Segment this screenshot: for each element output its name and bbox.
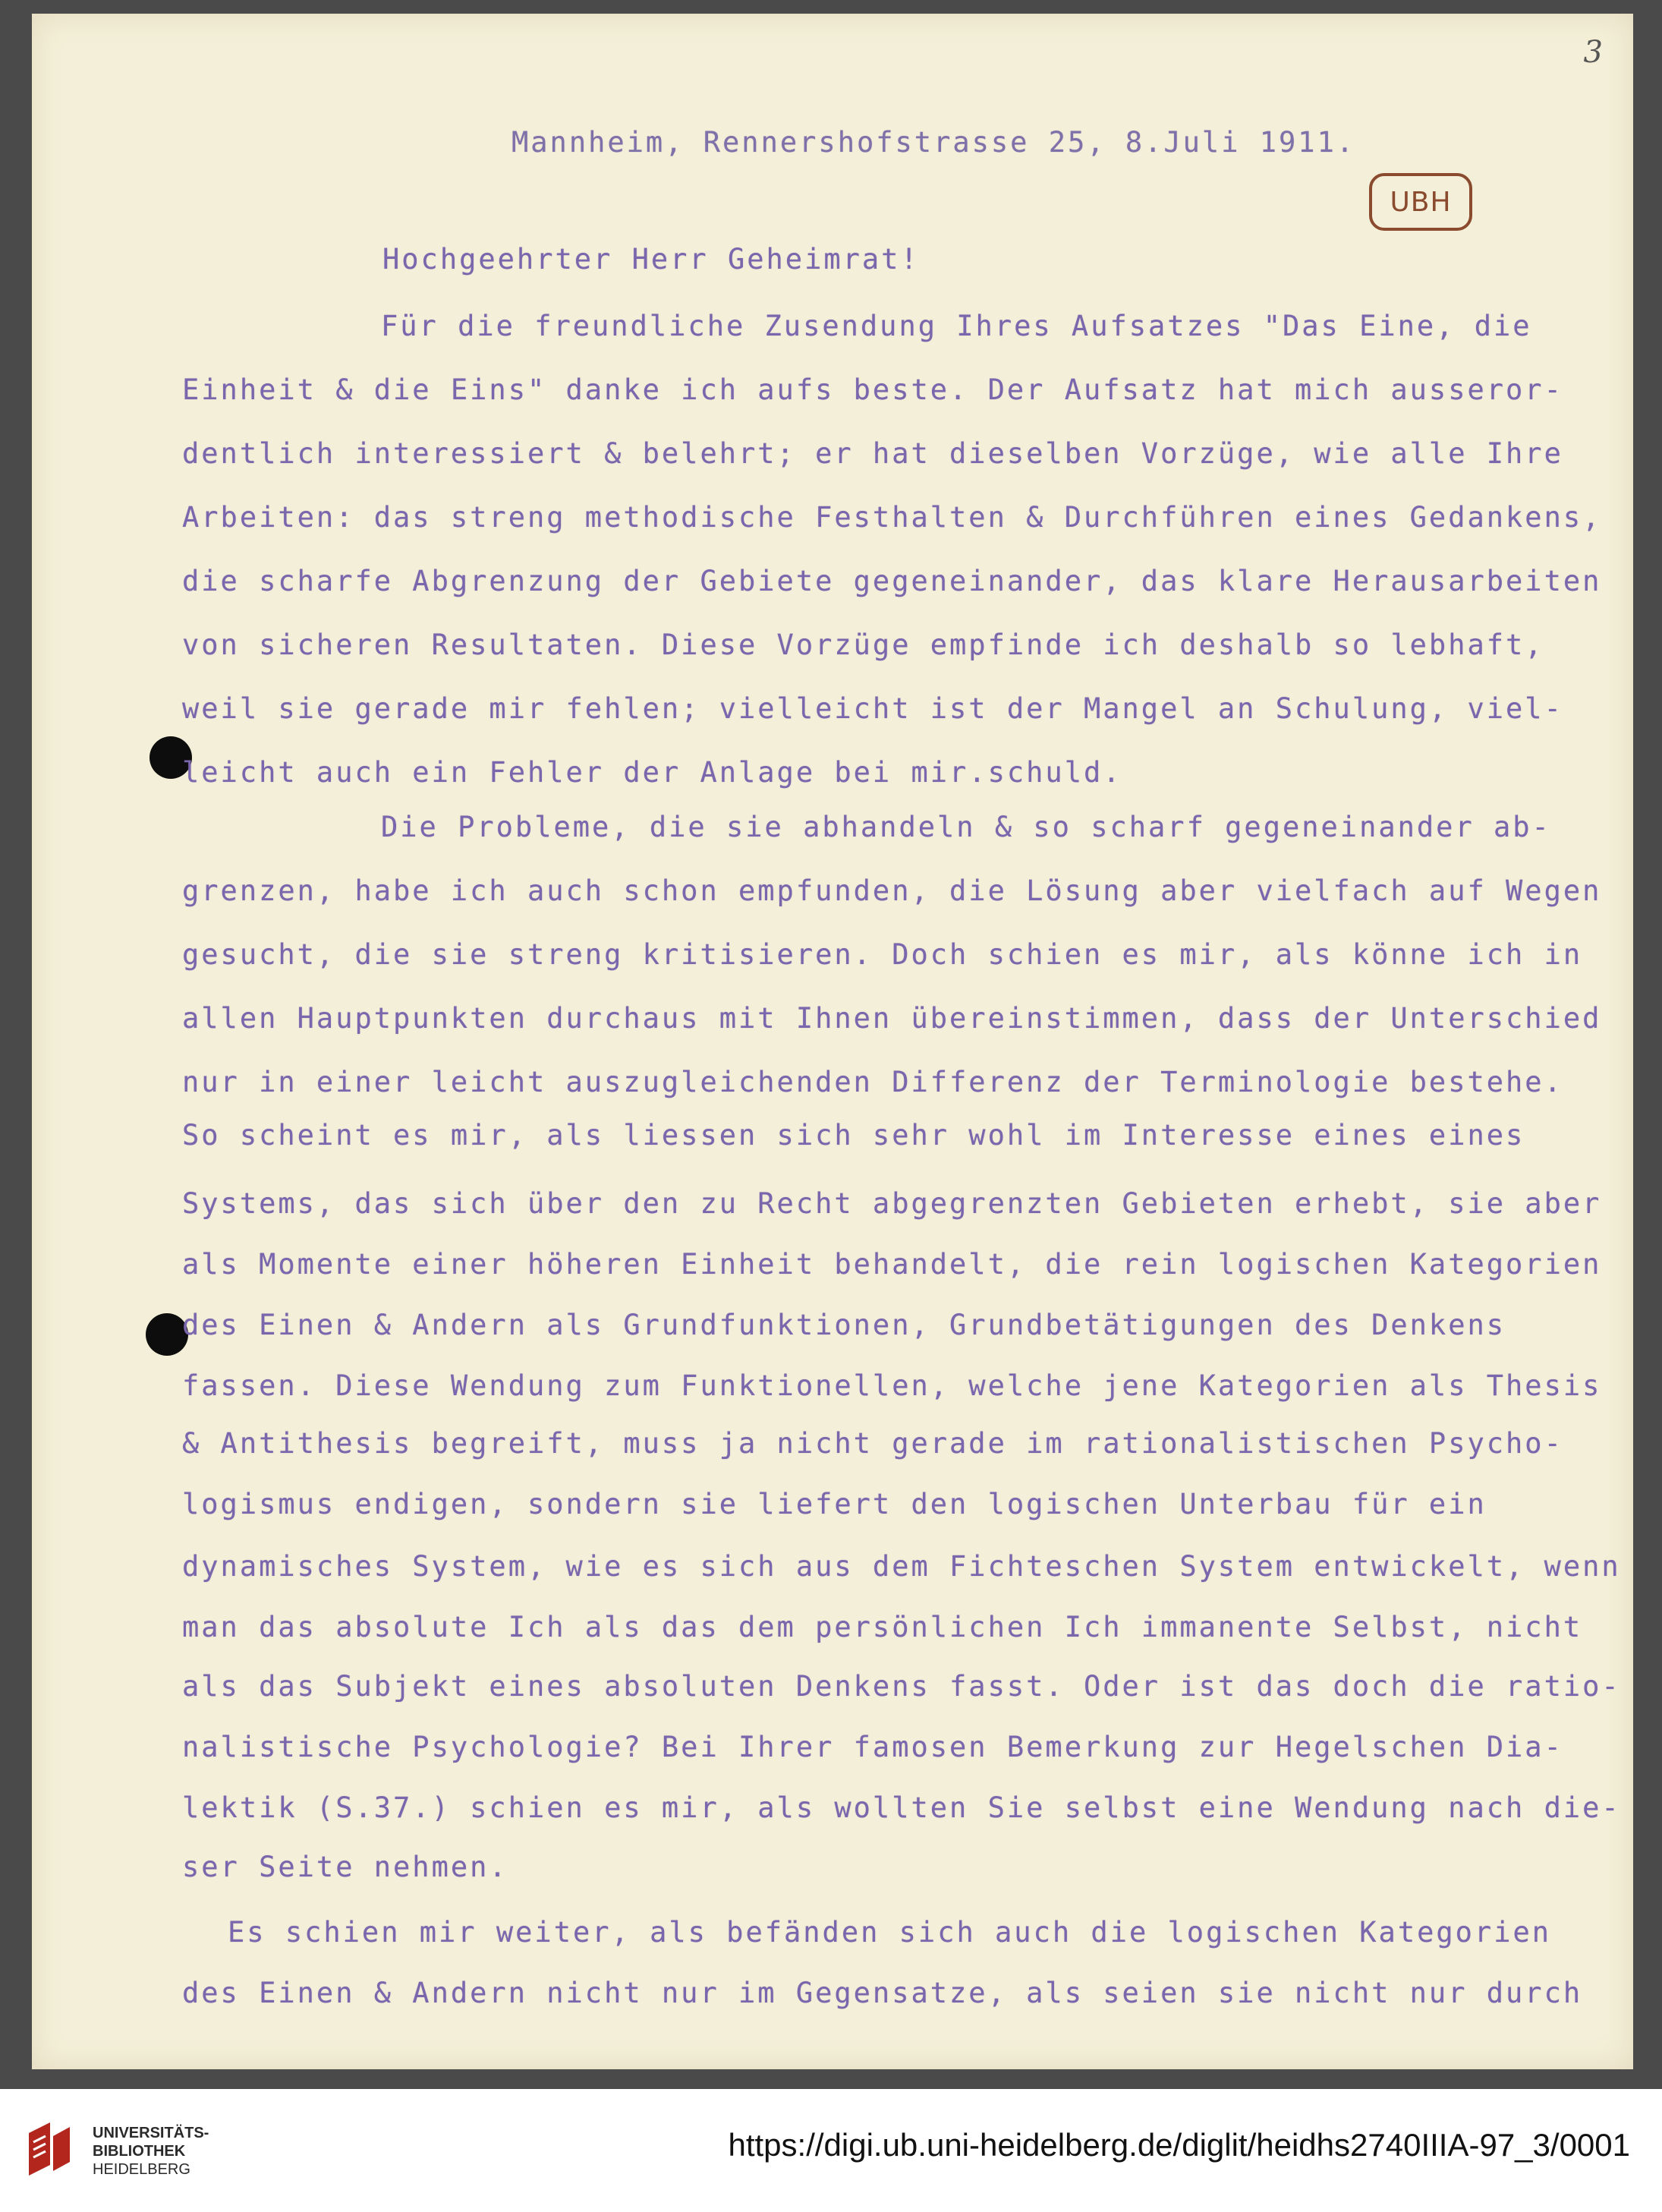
letter-line: fassen. Diese Wendung zum Funktionellen, welche jene Kategorien als Thesis	[182, 1369, 1602, 1402]
letter-line: gesucht, die sie streng kritisieren. Doch schien es mir, als könne ich in	[182, 938, 1583, 971]
letter-line: dynamisches System, wie es sich aus dem Fichteschen System entwickelt, wenn	[182, 1550, 1621, 1583]
letter-line: Es schien mir weiter, als befänden sich auch die logischen Kategorien	[228, 1916, 1552, 1949]
letter-line: nalistische Psychologie? Bei Ihrer famosen Bemerkung zur Hegelschen Dia-	[182, 1731, 1563, 1763]
library-name-line: UNIVERSITÄTS-	[93, 2125, 209, 2141]
letter-line: von sicheren Resultaten. Diese Vorzüge empfinde ich deshalb so lebhaft,	[182, 629, 1544, 661]
library-stamp: UBH	[1369, 173, 1472, 231]
letter-line: & Antithesis begreift, muss ja nicht gerade im rationalistischen Psycho-	[182, 1427, 1563, 1460]
letter-line: allen Hauptpunkten durchaus mit Ihnen übereinstimmen, dass der Unterschied	[182, 1002, 1602, 1035]
dateline: Mannheim, Rennershofstrasse 25, 8.Juli 1911.	[512, 126, 1356, 159]
letter-line: des Einen & Andern als Grundfunktionen, Grundbetätigungen des Denkens	[182, 1309, 1506, 1341]
library-name	[93, 2124, 209, 2179]
library-name-line: HEIDELBERG	[93, 2161, 190, 2178]
letter-line: als das Subjekt eines absoluten Denkens fasst. Oder ist das doch die ratio-	[182, 1670, 1621, 1703]
library-book-logo-icon	[23, 2119, 76, 2179]
library-name-line: BIBLIOTHEK	[93, 2143, 186, 2160]
letter-line: nur in einer leicht auszugleichenden Differenz der Terminologie bestehe.	[182, 1066, 1563, 1098]
salutation: Hochgeehrter Herr Geheimrat!	[382, 243, 920, 276]
letter-line: dentlich interessiert & belehrt; er hat dieselben Vorzüge, wie alle Ihre	[182, 437, 1563, 470]
letter-line: grenzen, habe ich auch schon empfunden, die Lösung aber vielfach auf Wegen	[182, 874, 1602, 907]
page-number: 3	[1583, 35, 1603, 70]
letter-line: Für die freundliche Zusendung Ihres Aufsatzes "Das Eine, die	[381, 310, 1532, 342]
letter-line: leicht auch ein Fehler der Anlage bei mir.schuld.	[182, 756, 1122, 789]
letter-line: Systems, das sich über den zu Recht abgegrenzten Gebieten erhebt, sie aber	[182, 1187, 1602, 1220]
letter-line: Einheit & die Eins" danke ich aufs beste. Der Aufsatz hat mich ausseror-	[182, 373, 1563, 406]
letter-line: lektik (S.37.) schien es mir, als wollten Sie selbst eine Wendung nach die-	[182, 1791, 1621, 1824]
source-url-link[interactable]: https://digi.ub.uni-heidelberg.de/diglit/heidhs2740IIIA-97_3/0001	[728, 2127, 1630, 2163]
letter-line: die scharfe Abgrenzung der Gebiete gegeneinander, das klare Herausarbeiten	[182, 565, 1602, 597]
letter-line: Arbeiten: das streng methodische Festhalten & Durchführen eines Gedankens,	[182, 501, 1602, 534]
letter-line: ser Seite nehmen.	[182, 1851, 508, 1883]
letter-line: weil sie gerade mir fehlen; vielleicht ist der Mangel an Schulung, viel-	[182, 692, 1563, 725]
letter-line: So scheint es mir, als liessen sich sehr wohl im Interesse eines eines	[182, 1119, 1525, 1152]
letter-line: des Einen & Andern nicht nur im Gegensatze, als seien sie nicht nur durch	[182, 1977, 1583, 2009]
letter-line: Die Probleme, die sie abhandeln & so scharf gegeneinander ab-	[381, 811, 1551, 843]
footer-bar	[0, 2089, 1662, 2212]
letter-line: logismus endigen, sondern sie liefert den logischen Unterbau für ein	[182, 1488, 1487, 1520]
letter-line: als Momente einer höheren Einheit behandelt, die rein logischen Kategorien	[182, 1248, 1602, 1281]
letter-page	[32, 14, 1633, 2069]
letter-line: man das absolute Ich als das dem persönlichen Ich immanente Selbst, nicht	[182, 1611, 1583, 1643]
